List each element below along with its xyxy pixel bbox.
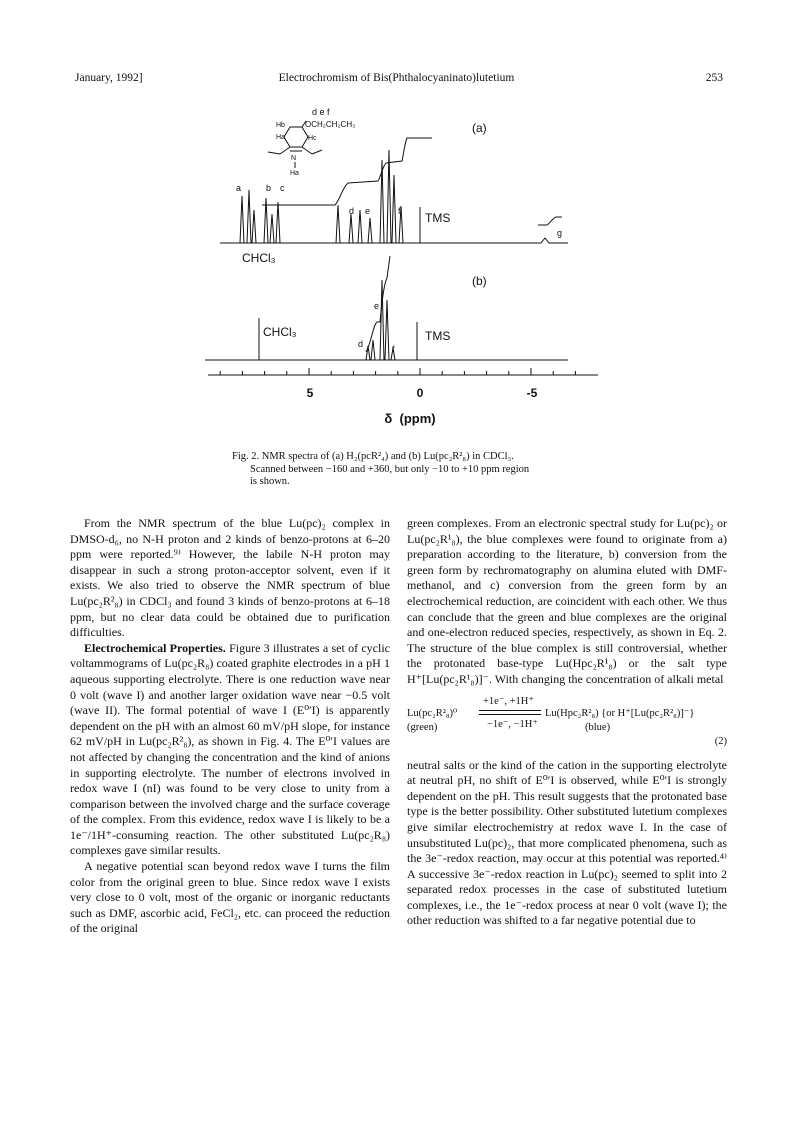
right-column [407, 516, 727, 929]
left-paragraph-2-text: Figure 3 illustrates a set of cyclic voltammograms of Lu(pc₂R₈) coated graphite electrodes in a pH 1 aqueous supporting electrolyte. There is one reduction wave near 0 volt (wave I) and another larger oxidation wave near −0.5 volt (wave II). The formal potential of wave I (E⁰′I) is apparently dependent on the pH with an almost 60 mV/pH slope, for instance 62 mV/pH in Lu(pc₂R²₈), as shown in Fig. 4. The E⁰′I values are not affected by changing the concentration and the kind of anions in supporting electrolyte. The number of electrons involved in redox wave I (nI) was found to be very close to unity from a comparison between the involved charge and the surface coverage of the complex. From this evidence, redox wave I is likely to be a 1e⁻/1H⁺-consuming reaction. The other substituted Lu(pc₂R₈) complexes gave similar results. [70, 640, 390, 858]
panel-a-label: (a) [472, 121, 487, 135]
caption-line-2: Scanned between −160 and +360, but only −10 to +10 ppm region [250, 463, 530, 475]
left-paragraph-2 [70, 641, 390, 859]
caption-line-1: Fig. 2. NMR spectra of (a) H₂(pcR²₄) and (b) Lu(pc₂R²₈) in CDCl₃. [232, 451, 514, 462]
equation-2 [407, 692, 727, 752]
baseline-a [220, 238, 568, 243]
peak-b-label-e: e [374, 301, 380, 311]
peak-b-label-f: f [392, 344, 395, 354]
eq-left-note: (green) [407, 721, 438, 733]
left-paragraph-3: A negative potential scan beyond redox wave I turns the film color from the original green to blue. Since redox wave I exists very close to 0 volt, most of the organic or inorganic reductants such as DMF, ascorbic acid, FeCl₂, etc. can proceed the reduction of the original [70, 859, 390, 936]
integral-g [538, 217, 562, 225]
page-number: 253 [705, 72, 723, 84]
peaks-a-group2 [336, 150, 403, 243]
ppm-axis [208, 368, 598, 426]
structure-sub-def: d e f [312, 107, 330, 117]
eq-bottom-condition: −1e⁻, −1H⁺ [487, 718, 538, 730]
peak-label-d: d [349, 206, 355, 216]
structure-h-lower: Ha [290, 170, 299, 177]
eq-forward-arrow [479, 710, 541, 711]
peak-label-f: f [398, 206, 401, 216]
peak-label-c: c [280, 183, 285, 193]
peak-label-b: b [266, 183, 272, 193]
right-paragraph-2: neutral salts or the kind of the cation in the supporting electrolyte at neutral pH, no shift of E⁰′I is observed, while E⁰′I is strongly dependent on the pH. This result suggests that the protonated base type is the better possibility. Other substituted lutetium complexes give similar electrochemistry at redox wave I. In the case of unsubstituted Lu(pc)₂, that more complicated phenomena, such as the 3e⁻-redox reaction, may occur at this potential was reported.⁴⁾ A successive 3e⁻-redox reaction in Lu(pc)₂ seemed to split into 2 separated redox processes in the case of substituted lutetium complexes, i.e., the 1e⁻-redox process at near 0 volt (wave I); the other reduction was shifted to a far negative potential due to [407, 757, 727, 928]
eq-number: (2) [714, 735, 727, 747]
peak-b-label-d: d [358, 339, 364, 349]
eq-top-condition: +1e⁻, +1H⁺ [483, 695, 534, 707]
peak-label-a: a [236, 183, 242, 193]
eq-right-species: Lu(Hpc₂R²₈) {or H⁺[Lu(pc₂R²₈)]⁻} [545, 707, 695, 719]
peaks-b [366, 280, 395, 360]
left-column [70, 516, 390, 937]
spectrum-a [220, 121, 568, 265]
peak-label-e: e [365, 206, 371, 216]
tms-label-a: TMS [425, 211, 451, 225]
eq-right-note: (blue) [585, 721, 611, 733]
caption-line-3: is shown. [250, 476, 290, 487]
left-paragraph-1: From the NMR spectrum of the blue Lu(pc)₂ complex in DMSO-d₆, no N-H proton and 2 kinds of benzo-protons at 6–20 ppm were reported.⁹⁾ However, the labile N-H proton may disappear in such a strong proton-acceptor solvent, even if it exists. We also tried to observe the NMR spectrum of blue Lu(pc₂R²₈) in CDCl₃ and found 3 kinds of benzo-protons at 6–18 ppm, but no clear data could be obtained due to purification difficulties. [70, 516, 390, 640]
panel-b-label: (b) [472, 274, 487, 288]
section-heading: Electrochemical Properties. [84, 640, 226, 655]
benzene-ring [284, 127, 308, 147]
integral-a [262, 138, 432, 205]
right-paragraph-1: green complexes. From an electronic spectral study for Lu(pc)₂ or Lu(pc₂R¹₈), the blue complexes were found to originate from a) preparation according to the literature, b) conversion from the green form by rechromatography on alumina eluted with DMF-methanol, and c) conversion from the green form by an electrochemical reduction, are coincident with each other. We thus can conclude that the green and blue complexes are the original and one-electron reduced species, respectively, as shown in Eq. 2. The structure of the blue complex is still controversial, whether the protonated base-type Lu(Hpc₂R¹₈) or the salt type H⁺[Lu(pc₂R¹₈)]⁻. With changing the concentration of alkali metal [407, 516, 727, 686]
eq-left-species: Lu(pc₂R²₈)⁰ [407, 707, 458, 719]
figure-caption [232, 451, 602, 489]
running-header-title: Electrochromism of Bis(Phthalocyaninato)lutetium [278, 72, 515, 84]
nmr-spectra-figure [0, 0, 793, 440]
peak-label-g: g [557, 228, 563, 238]
axis-label: δ (ppm) [384, 411, 436, 426]
chcl3-label-a: CHCl₃ [242, 251, 276, 265]
axis-tick-5: 5 [306, 386, 314, 400]
axis-tick-0: 0 [416, 386, 424, 400]
chcl3-label-b: CHCl₃ [263, 325, 297, 339]
structure-h-label-1: Hb [276, 122, 285, 129]
structure-h-label-2: Ha [276, 134, 285, 141]
structure-substituent: OCH₂CH₂CH₃ [305, 120, 356, 129]
eq-reverse-arrow [479, 714, 541, 715]
running-header-date: January, 1992] [75, 72, 143, 84]
tms-label-b: TMS [425, 329, 451, 343]
peaks-a-group1 [240, 190, 280, 243]
molecular-structure [268, 107, 355, 177]
structure-h-label-3: Hc [308, 135, 317, 142]
structure-n-atom: N [291, 155, 297, 162]
spectrum-b [205, 256, 568, 360]
axis-tick-minus5: -5 [526, 386, 538, 400]
